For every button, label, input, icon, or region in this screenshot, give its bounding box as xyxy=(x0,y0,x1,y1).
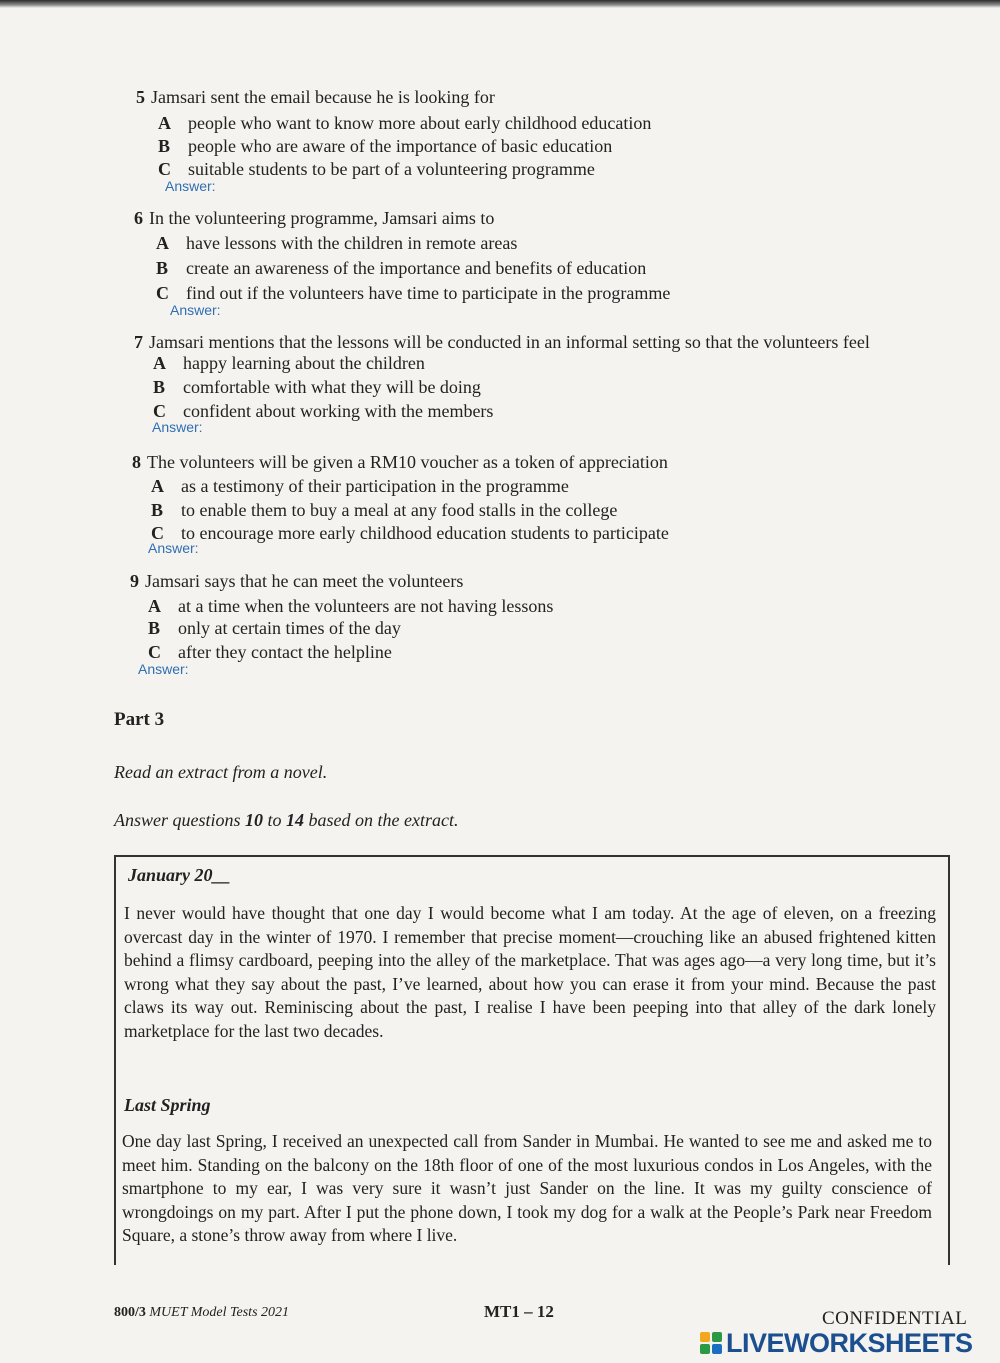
option-c: C to encourage more early childhood education students to participate xyxy=(151,523,669,543)
option-a: A happy learning about the children xyxy=(153,353,425,373)
question-8: 8 The volunteers will be given a RM10 voucher as a token of appreciation xyxy=(132,452,668,472)
question-number: 5 xyxy=(136,87,145,107)
extract-paragraph-2: One day last Spring, I received an unexpected call from Sander in Mumbai. He wanted to see me and asked me to meet him. Standing on the balcony on the 18th floor of one of the most luxurious condos in Los Angeles, with the smartphone to my ear, I was very sure it wasn’t just Sander on the line. It was my guilty conscience of wrongdoings on my part. After I put the phone down, I took my dog for a walk at the People’s Park near Freedom Square, a stone’s throw away from where I live. xyxy=(122,1131,932,1245)
option-b: B comfortable with what they will be doing xyxy=(153,377,481,397)
option-b: B people who are aware of the importance of basic education xyxy=(158,136,613,156)
option-c: C after they contact the helpline xyxy=(148,642,392,662)
page-edge xyxy=(0,0,1000,8)
question-9: 9 Jamsari says that he can meet the volunteers xyxy=(130,571,464,591)
option-c: C find out if the volunteers have time to participate in the programme xyxy=(156,283,671,303)
question-6: 6 In the volunteering programme, Jamsari aims to xyxy=(134,208,495,228)
answer-field-9[interactable]: Answer: xyxy=(138,661,189,677)
option-b: B only at certain times of the day xyxy=(148,618,401,638)
answer-field-6[interactable]: Answer: xyxy=(170,302,221,318)
option-c: C confident about working with the members xyxy=(153,401,494,421)
question-text: Jamsari sent the email because he is looking for xyxy=(151,87,495,107)
footer-code: 800/3 MUET Model Tests 2021 xyxy=(114,1305,290,1320)
option-a: A at a time when the volunteers are not having lessons xyxy=(148,596,554,616)
answer-field-8[interactable]: Answer: xyxy=(148,540,199,556)
instruction-answer: Answer questions 10 to 14 based on the extract. xyxy=(114,810,459,830)
question-7: 7 Jamsari mentions that the lessons will be conducted in an informal setting so that the volunteers feel xyxy=(134,332,870,352)
instruction-read: Read an extract from a novel. xyxy=(114,762,328,782)
extract-heading-spring: Last Spring xyxy=(124,1095,211,1115)
page-number: MT1 – 12 xyxy=(484,1302,554,1321)
answer-field-7[interactable]: Answer: xyxy=(152,419,203,435)
worksheet-grid-icon xyxy=(700,1332,722,1354)
answer-field-5[interactable]: Answer: xyxy=(165,178,216,194)
extract-paragraph-1: I never would have thought that one day I would become what I am today. At the age of eleven, on a freezing overcast day in the winter of 1970. I remember that precise moment—crouching like an abused frightened kitten behind a flimsy cardboard, peeping into the alley of the marketplace. That was ages ago—a very long time, but it’s wrong what they say about the past, I’ve learned, about how you can erase it from your mind. Because the past claws its way out. Reminiscing about the past, I realise I have been peeping into that alley of the dark lonely marketplace for the last two decades. xyxy=(124,903,936,1041)
option-c: C suitable students to be part of a volunteering programme xyxy=(158,159,595,179)
option-a: A as a testimony of their participation in the programme xyxy=(151,476,569,496)
option-a: A have lessons with the children in remote areas xyxy=(156,233,518,253)
extract-heading-january: January 20__ xyxy=(128,865,231,885)
question-5 xyxy=(136,86,495,108)
part-title: Part 3 xyxy=(114,709,165,730)
option-b: B to enable them to buy a meal at any food stalls in the college xyxy=(151,500,618,520)
confidential-label: CONFIDENTIAL xyxy=(822,1308,968,1329)
logo-text: LIVEWORKSHEETS xyxy=(726,1327,973,1358)
option-a: A people who want to know more about early childhood education xyxy=(158,113,652,133)
liveworksheets-logo xyxy=(700,1327,973,1358)
option-b: B create an awareness of the importance and benefits of education xyxy=(156,258,647,278)
